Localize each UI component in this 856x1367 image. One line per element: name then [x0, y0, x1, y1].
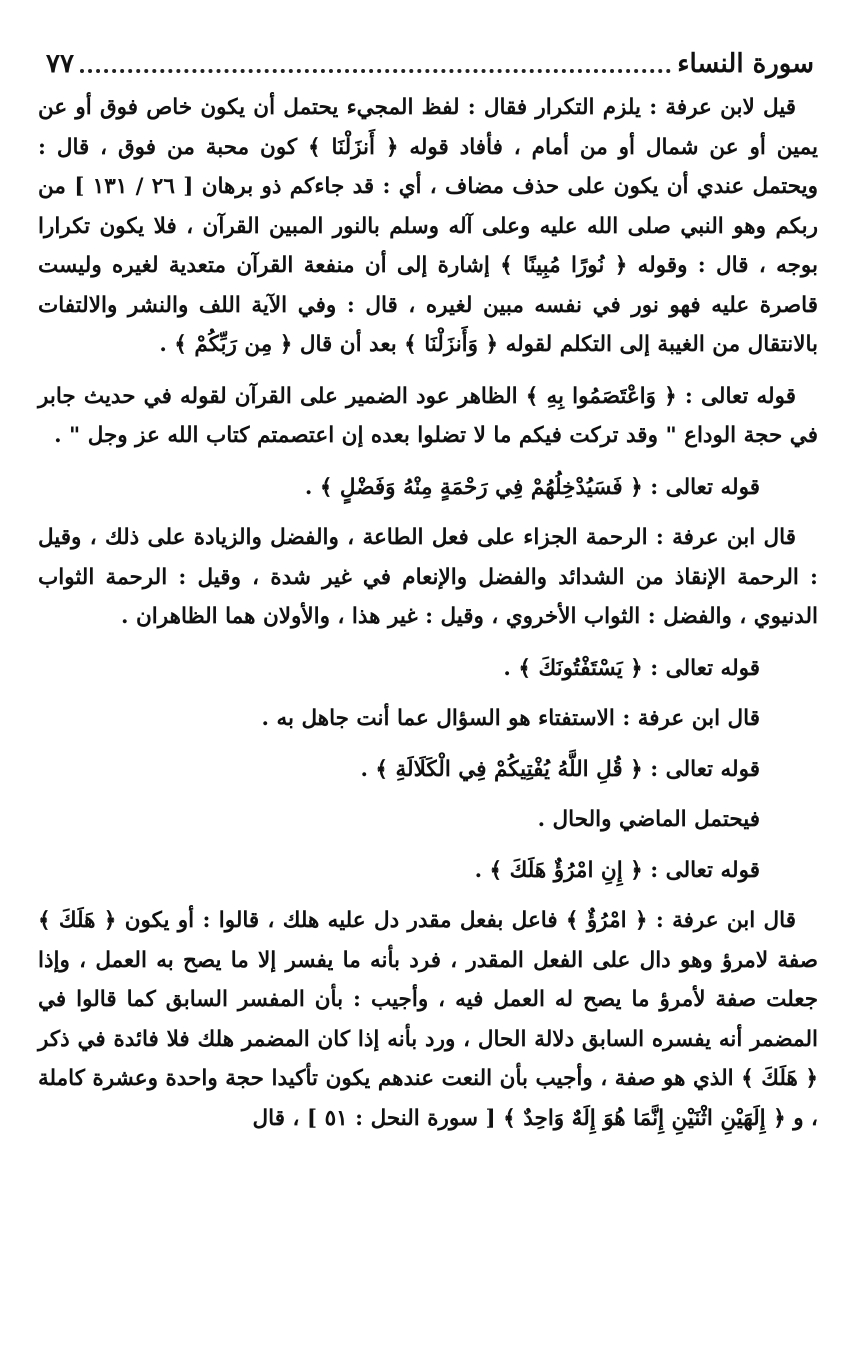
page-header: [42, 44, 814, 84]
paragraph-1: قيل لابن عرفة : يلزم التكرار فقال : لفظ المجيء يحتمل أن يكون خاص فوق أو عن يمين أو عن شمال أو من أمام ، فأفاد قوله ﴿ أَنزَلْنَا ﴾ كون محبة من فوق ، قال : ويحتمل عندي أن يكون على حذف مضاف ، أي : قد جاءكم ذو برهان [ ٢٦ / ١٣١ ] من ربكم وهو النبي صلى الله عليه وعلى آله وسلم بالنور المبين القرآن ، فلا يكون تكرارا بوجه ، قال : وقوله ﴿ نُورًا مُبِينًا ﴾ إشارة إلى أن منفعة القرآن متعدية لغيره وليست قاصرة عليه فهو نور في نفسه مبين لغيره ، قال : وفي الآية اللف والنشر والالتفات بالانتقال من الغيبة إلى التكلم لقوله ﴿ وَأَنزَلْنَا ﴾ بعد أن قال ﴿ مِن رَبِّكُمْ ﴾ .: [38, 95, 819, 357]
paragraph-6: قال ابن عرفة : الاستفتاء هو السؤال عما أنت جاهل به .: [261, 706, 760, 731]
page-number: ٧٧: [46, 49, 74, 79]
page-body: [38, 88, 818, 1150]
paragraph-5: قوله تعالى : ﴿ يَسْتَفْتُونَكَ ﴾ .: [503, 655, 760, 681]
paragraph-8: فيحتمل الماضي والحال .: [537, 807, 760, 832]
paragraph-9: قوله تعالى : ﴿ إِنِ امْرُؤٌ هَلَكَ ﴾ .: [474, 857, 760, 883]
paragraph-10: قال ابن عرفة : ﴿ امْرُؤٌ ﴾ فاعل بفعل مقدر دل عليه هلك ، قالوا : أو يكون ﴿ هَلَكَ ﴾ صفة لامرؤ وهو دال على الفعل المقدر ، فرد بأنه ما يفسر إلا ما يصح به العمل ، وإذا جعلت صفة لأمرؤ ما يصح له العمل فيه ، وأجيب : بأن المفسر السابق كما قالوا في المضمر أنه يفسره السابق دلالة الحال ، ورد بأنه إذا كان المضمر هلك فلا فائدة في ذكر ﴿ هَلَكَ ﴾ الذي هو صفة ، وأجيب بأن النعت عندهم يكون تأكيدا حجة واحدة وعشرة كاملة ، و ﴿ إِلَهَيْنِ اثْنَيْنِ إِنَّمَا هُوَ إِلَهٌ وَاحِدٌ ﴾ [ سورة النحل : ٥١ ] ، قال: [38, 908, 818, 1131]
paragraph-3: قوله تعالى : ﴿ فَسَيُدْخِلُهُمْ فِي رَحْمَةٍ مِنْهُ وَفَضْلٍ ﴾ .: [304, 474, 760, 500]
paragraph-7: قوله تعالى : ﴿ قُلِ اللَّهُ يُفْتِيكُمْ فِي الْكَلَالَةِ ﴾ .: [360, 756, 760, 782]
paragraph-2: قوله تعالى : ﴿ وَاعْتَصَمُوا بِهِ ﴾ الظاهر عود الضمير على القرآن لقوله في حديث جابر في حجة الوداع " وقد تركت فيكم ما لا تضلوا بعده إن اعتصمتم كتاب الله عز وجل " .: [38, 383, 818, 448]
surah-title: سورة النساء: [677, 49, 814, 79]
header-dotted-leader: [80, 69, 671, 73]
paragraph-4: قال ابن عرفة : الرحمة الجزاء على فعل الطاعة ، والفضل والزيادة على ذلك ، وقيل : الرحمة الإنقاذ من الشدائد والفضل والإنعام في غير شدة ، وقيل : الرحمة الثواب الدنيوي ، والفضل : الثواب الأخروي ، وقيل : غير هذا ، والأولان هما الظاهران .: [38, 525, 818, 629]
